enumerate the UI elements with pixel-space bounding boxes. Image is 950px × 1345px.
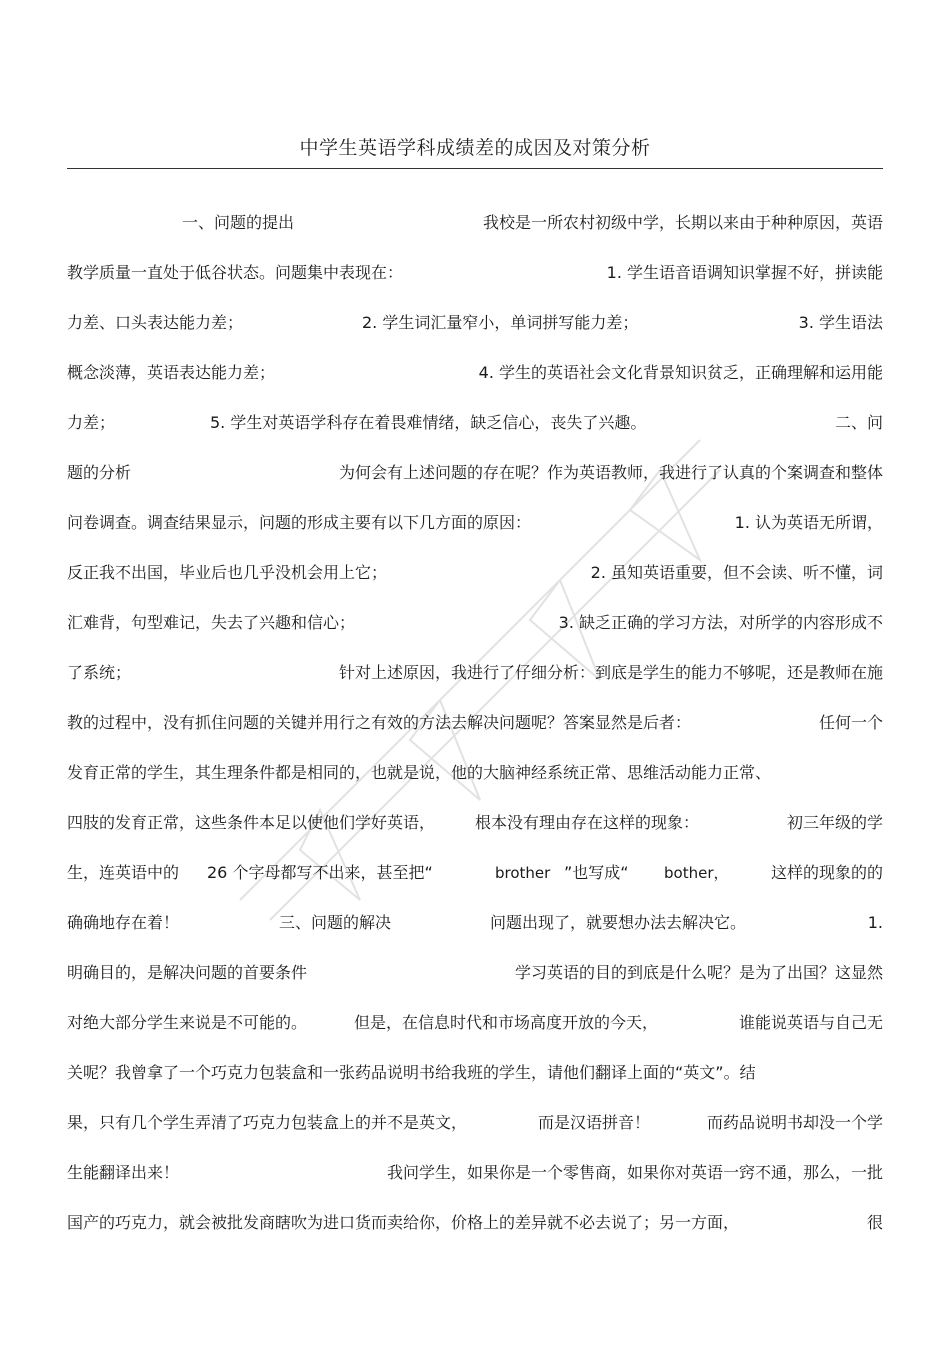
text-segment: 1. 认为英语无所谓， (734, 513, 883, 532)
text-segment: 题的分析 (67, 463, 132, 482)
text-segment: 很 (866, 1213, 883, 1232)
text-line (67, 858, 883, 908)
text-segment: 根本没有理由存在这样的现象： (475, 813, 700, 832)
text-segment: 一、问题的提出 (182, 213, 295, 232)
text-segment: 针对上述原因，我进行了仔细分析：到底是学生的能力不够呢，还是教师在施 (338, 663, 883, 682)
text-line (67, 958, 883, 1008)
text-segment: 生，连英语中的 (67, 863, 180, 882)
text-segment: 果，只有几个学生弄清了巧克力包装盒上的并不是英文， (67, 1113, 468, 1132)
text-segment: 而药品说明书却没一个学 (706, 1113, 883, 1132)
text-line (67, 608, 883, 658)
text-segment: 生能翻译出来！ (67, 1163, 180, 1182)
text-segment: 1. 学生语音语调知识掌握不好，拼读能 (606, 263, 883, 282)
text-segment: 而是汉语拼音！ (538, 1113, 651, 1132)
document-body (67, 208, 883, 1258)
text-line (67, 208, 883, 258)
text-segment: ”也写成“ (564, 863, 629, 882)
text-line (67, 358, 883, 408)
text-line (67, 308, 883, 358)
text-line (67, 658, 883, 708)
text-segment: 3. 缺乏正确的学习方法，对所学的内容形成不 (558, 613, 883, 632)
title-divider (67, 168, 883, 169)
text-segment: 初三年级的学 (786, 813, 883, 832)
text-segment: 谁能说英语与自己无 (738, 1013, 883, 1032)
text-line (67, 1208, 883, 1258)
text-segment: 对绝大部分学生来说是不可能的。 (67, 1013, 308, 1032)
text-line (67, 558, 883, 608)
text-line (67, 508, 883, 558)
text-segment: 教的过程中，没有抓住问题的关键并用行之有效的方法去解决问题呢？答案显然是后者： (67, 713, 692, 732)
text-segment: 问卷调查。调查结果显示，问题的形成主要有以下几方面的原因： (67, 513, 532, 532)
text-segment: 这样的现象的的 (770, 863, 883, 882)
text-segment: 2. 虽知英语重要，但不会读、听不懂，词 (590, 563, 883, 582)
text-line (67, 758, 883, 808)
text-segment: 26 个字母都写不出来，甚至把“ (207, 863, 433, 882)
text-segment: 力差、口头表达能力差； (67, 313, 244, 332)
document-title: 中学生英语学科成绩差的成因及对策分析 (299, 137, 651, 159)
text-line (67, 1108, 883, 1158)
text-segment: 5. 学生对英语学科存在着畏难情绪，缺乏信心，丧失了兴趣。 (210, 413, 647, 432)
text-line (67, 908, 883, 958)
text-segment: 三、问题的解决 (279, 913, 392, 932)
text-segment: 但是，在信息时代和市场高度开放的今天， (354, 1013, 659, 1032)
text-segment: 3. 学生语法 (798, 313, 883, 332)
text-segment: 概念淡薄，英语表达能力差； (67, 363, 276, 382)
text-segment: 国产的巧克力，就会被批发商瞎吹为进口货而卖给你，价格上的差异就不必去说了；另一方面， (67, 1213, 740, 1232)
text-segment: 四肢的发育正常，这些条件本足以使他们学好英语， (67, 813, 436, 832)
text-segment: 反正我不出国，毕业后也几乎没机会用上它； (67, 563, 388, 582)
text-line (67, 708, 883, 758)
text-segment: 关呢？我曾拿了一个巧克力包装盒和一张药品说明书给我班的学生，请他们翻译上面的“英文”。结 (67, 1063, 756, 1082)
text-segment: 发育正常的学生，其生理条件都是相同的，也就是说，他的大脑神经系统正常、思维活动能力正常、 (67, 763, 772, 782)
text-segment: 教学质量一直处于低谷状态。问题集中表现在： (67, 263, 404, 282)
text-segment: 了系统； (67, 663, 132, 682)
text-segment: 为何会有上述问题的存在呢？作为英语教师，我进行了认真的个案调查和整体 (338, 463, 883, 482)
text-segment: 二、问 (834, 413, 883, 432)
text-line (67, 458, 883, 508)
text-segment: 明确目的，是解决问题的首要条件 (67, 963, 308, 982)
text-segment: 问题出现了，就要想办法去解决它。 (490, 913, 747, 932)
text-line (67, 258, 883, 308)
text-segment: 我问学生，如果你是一个零售商，如果你对英语一窍不通，那么，一批 (386, 1163, 883, 1182)
text-segment: 力差； (67, 413, 116, 432)
text-segment: 1. (867, 913, 883, 932)
text-segment: 确确地存在着！ (67, 913, 180, 932)
text-line (67, 1008, 883, 1058)
text-segment: 任何一个 (818, 713, 883, 732)
text-line (67, 808, 883, 858)
text-line (67, 1158, 883, 1208)
text-segment: brother (495, 864, 551, 882)
text-segment: 我校是一所农村初级中学，长期以来由于种种原因，英语 (482, 213, 883, 232)
text-segment: 4. 学生的英语社会文化背景知识贫乏，正确理解和运用能 (478, 363, 883, 382)
text-segment: 汇难背，句型难记，失去了兴趣和信心； (67, 613, 356, 632)
text-line (67, 1058, 883, 1108)
text-segment: 2. 学生词汇量窄小，单词拼写能力差； (362, 313, 639, 332)
text-segment: 学习英语的目的到底是什么呢？是为了出国？这显然 (514, 963, 883, 982)
text-line (67, 408, 883, 458)
text-segment: bother， (664, 864, 729, 882)
